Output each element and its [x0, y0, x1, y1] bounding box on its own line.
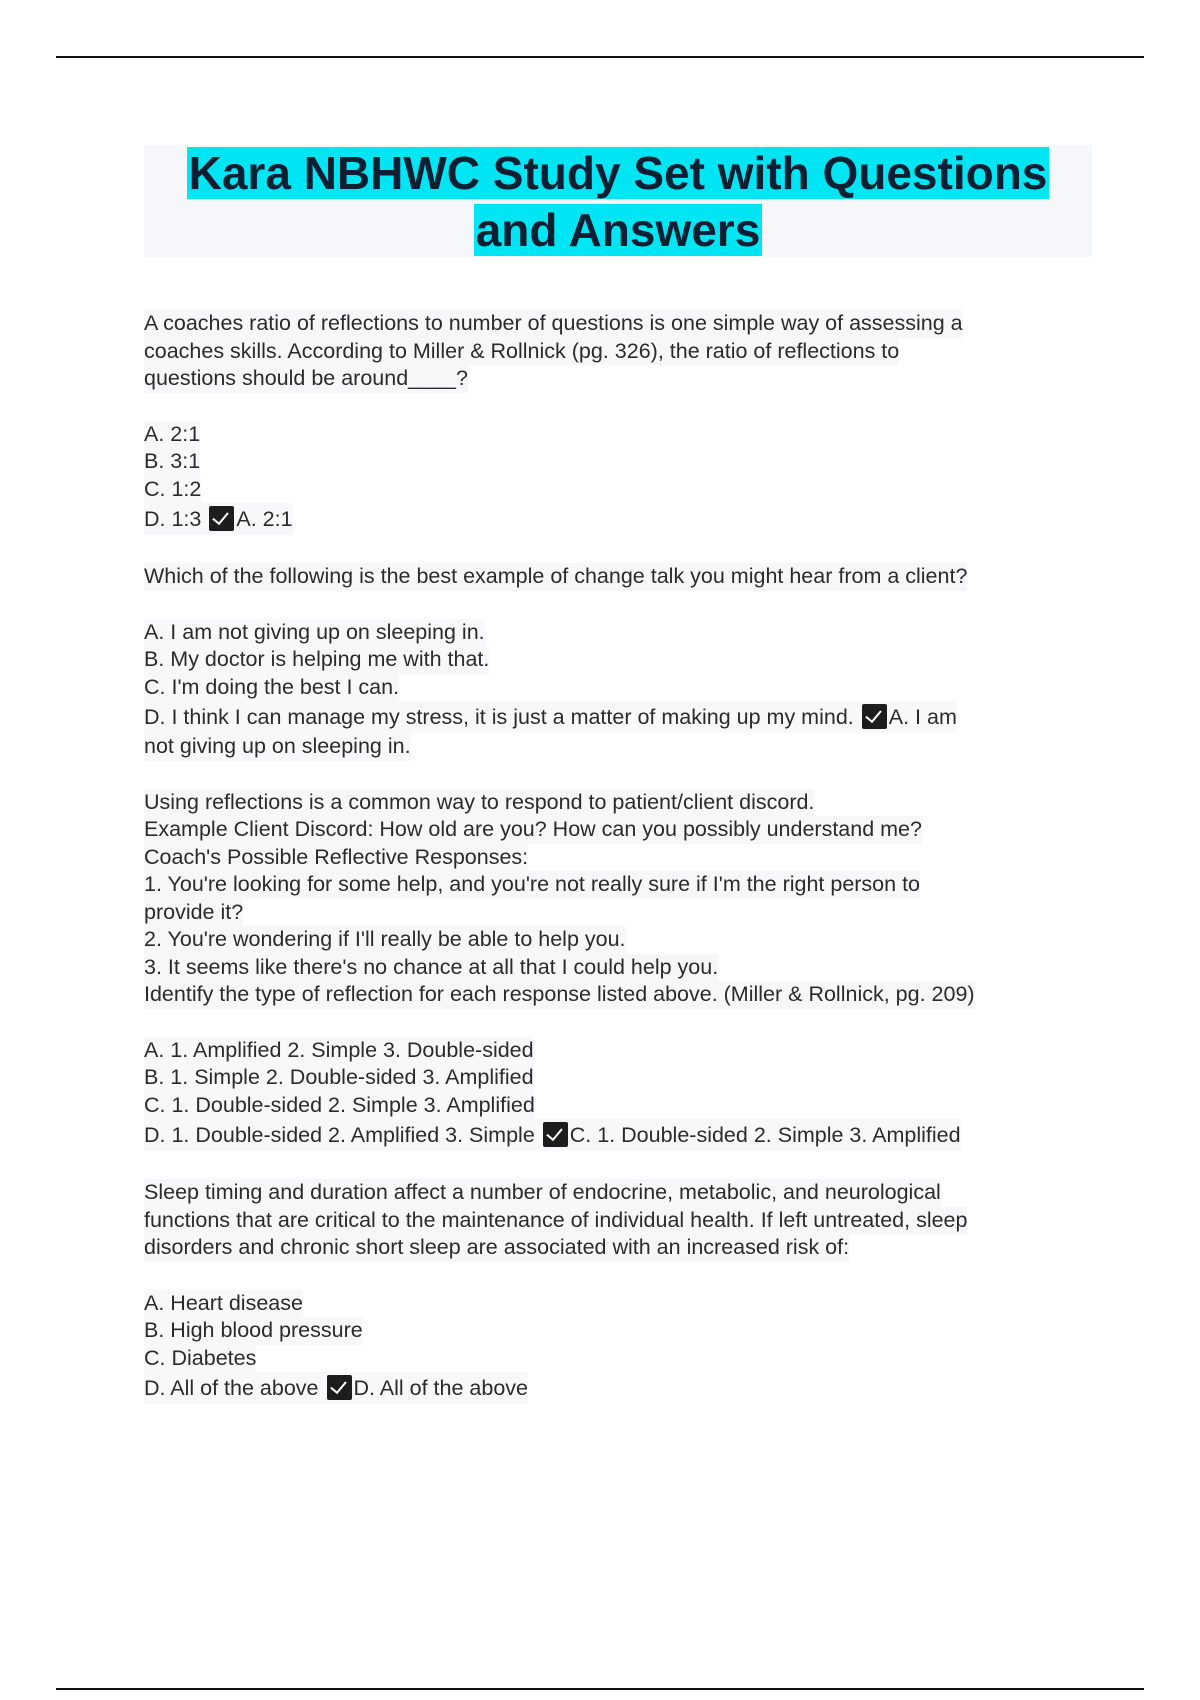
question-text: [144, 1179, 1084, 1262]
question-line: A coaches ratio of reflections to number of questions is one simple way of assessing a: [144, 310, 963, 338]
correct-answer: C. 1. Double-sided 2. Simple 3. Amplified: [569, 1123, 961, 1147]
option-list: [144, 1037, 1084, 1152]
option-list: [144, 619, 1084, 761]
question-line: Example Client Discord: How old are you? How can you possibly understand me?: [144, 816, 922, 844]
answer-option: [144, 1092, 535, 1120]
answer-option: [144, 1345, 256, 1373]
checkmark-icon: [862, 704, 887, 729]
answer-option: [144, 1317, 363, 1345]
answer-option: [144, 1372, 528, 1404]
option-text: A. 2:1: [144, 421, 201, 446]
option-text: D. 1:3: [144, 507, 202, 531]
option-text: B. 1. Simple 2. Double-sided 3. Amplified: [144, 1065, 534, 1089]
spacer: [144, 393, 1084, 421]
question-text: [144, 789, 1084, 1009]
option-text: C. I'm doing the best I can.: [144, 674, 400, 699]
answer-option: [144, 1119, 961, 1151]
answer-option: [144, 421, 200, 449]
option-text: B. My doctor is helping me with that.: [144, 647, 490, 671]
option-text: D. 1. Double-sided 2. Amplified 3. Simple: [144, 1123, 535, 1147]
question-list: [144, 310, 1084, 1432]
option-text: C. Diabetes: [144, 1345, 257, 1370]
correct-answer: A. I am: [888, 705, 957, 729]
question-line: Identify the type of reflection for each response listed above. (Miller & Rollnick, pg. 209): [144, 981, 975, 1009]
spacer: [144, 1009, 1084, 1037]
bottom-rule: [56, 1688, 1144, 1690]
option-text: B. High blood pressure: [144, 1318, 363, 1342]
answer-option: [144, 476, 201, 504]
title-block: [144, 145, 1092, 257]
question-text: [144, 563, 1084, 591]
question-line: provide it?: [144, 899, 243, 927]
title-line-2: and Answers: [475, 204, 761, 256]
document-title: [144, 145, 1092, 259]
question-block: [144, 563, 1084, 761]
option-text: A. 1. Amplified 2. Simple 3. Double-sided: [144, 1037, 534, 1062]
question-line: Coach's Possible Reflective Responses:: [144, 844, 528, 872]
option-text: D. I think I can manage my stress, it is just a matter of making up my mind.: [144, 705, 854, 729]
question-line: 2. You're wondering if I'll really be able to help you.: [144, 926, 626, 954]
question-line: Sleep timing and duration affect a number of endocrine, metabolic, and neurological: [144, 1179, 941, 1207]
question-block: [144, 1179, 1084, 1404]
question-line: 1. You're looking for some help, and you're not really sure if I'm the right person to: [144, 871, 920, 899]
checkmark-icon: [209, 506, 234, 531]
checkmark-icon: [327, 1375, 352, 1400]
question-line: Using reflections is a common way to respond to patient/client discord.: [144, 789, 814, 817]
answer-option: [144, 1064, 534, 1092]
answer-option: [144, 503, 293, 535]
option-text: A. Heart disease: [144, 1290, 303, 1315]
correct-answer-continued: not giving up on sleeping in.: [144, 733, 411, 761]
option-text: A. I am not giving up on sleeping in.: [144, 619, 485, 644]
question-line: disorders and chronic short sleep are associated with an increased risk of:: [144, 1234, 849, 1262]
option-text: B. 3:1: [144, 449, 201, 473]
question-block: [144, 310, 1084, 535]
question-text: [144, 310, 1084, 393]
answer-option: [144, 1290, 303, 1318]
answer-option: [144, 674, 399, 702]
correct-answer: D. All of the above: [353, 1376, 528, 1400]
top-rule: [56, 56, 1144, 58]
answer-option: [144, 1037, 534, 1065]
correct-answer: A. 2:1: [236, 507, 293, 531]
spacer: [144, 1262, 1084, 1290]
option-text: C. 1. Double-sided 2. Simple 3. Amplified: [144, 1092, 535, 1117]
question-line: 3. It seems like there's no chance at all that I could help you.: [144, 954, 718, 982]
title-line-1: Kara NBHWC Study Set with Questions: [188, 147, 1048, 199]
option-list: [144, 421, 1084, 536]
answer-option: [144, 701, 957, 733]
option-text: C. 1:2: [144, 476, 202, 501]
question-line: Which of the following is the best example of change talk you might hear from a client?: [144, 563, 967, 591]
question-line: functions that are critical to the maintenance of individual health. If left untreated, sleep: [144, 1207, 967, 1235]
question-line: questions should be around____?: [144, 365, 468, 393]
option-text: D. All of the above: [144, 1376, 319, 1400]
answer-option: [144, 646, 489, 674]
answer-option: [144, 619, 485, 647]
spacer: [144, 591, 1084, 619]
question-block: [144, 789, 1084, 1152]
answer-option: [144, 448, 200, 476]
option-list: [144, 1290, 1084, 1405]
checkmark-icon: [543, 1122, 568, 1147]
question-line: coaches skills. According to Miller & Rollnick (pg. 326), the ratio of reflections to: [144, 338, 899, 366]
